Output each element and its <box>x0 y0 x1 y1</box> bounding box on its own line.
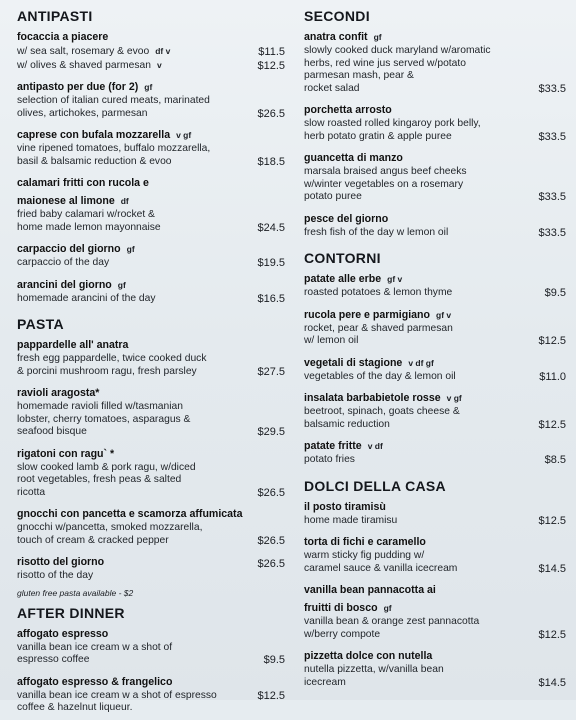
item-description: vanilla bean ice cream w a shot of espresso <box>17 689 217 701</box>
desc-line <box>304 287 566 300</box>
option-text <box>17 59 251 73</box>
desc-line <box>17 690 285 703</box>
item-description: risotto of the day <box>17 570 94 581</box>
item-description: touch of cream & cracked pepper <box>17 534 169 546</box>
dietary-tag: gf <box>117 279 126 290</box>
item-description: homemade ravioli filled w/tasmanian <box>17 401 183 412</box>
item-name-line2: maionese al limone <box>17 195 115 207</box>
item-name: focaccia a piacere <box>17 31 109 43</box>
desc-line <box>17 257 285 270</box>
item-name: porchetta arrosto <box>304 104 392 116</box>
item-name: guancetta di manzo <box>304 152 403 164</box>
item-name: vegetali di stagione <box>304 356 403 369</box>
item-name-row <box>17 125 285 143</box>
item-description: vanilla bean ice cream w a shot of <box>17 641 173 653</box>
item-description: vanilla bean & orange zest pannacotta <box>304 616 480 627</box>
item-name: pesce del giorno <box>304 212 389 225</box>
item-description: fried baby calamari w/rocket & <box>17 209 155 220</box>
item-name-row <box>304 27 566 45</box>
item-description: roasted potatoes & lemon thyme <box>304 287 453 298</box>
item-price: $33.5 <box>538 226 566 239</box>
desc-line <box>17 642 285 655</box>
item-price: $19.5 <box>257 257 285 269</box>
desc-line <box>304 191 566 204</box>
desc-line <box>304 371 566 384</box>
item-name-row <box>304 100 566 118</box>
desc-line <box>304 335 566 348</box>
item-price: $9.5 <box>544 287 566 299</box>
desc-line <box>17 522 285 535</box>
desc-line <box>17 366 285 379</box>
item-name-row <box>17 77 285 95</box>
item-description: vine ripened tomatoes, buffalo mozzarella, <box>17 143 211 154</box>
menu-item <box>17 383 285 439</box>
menu-item <box>304 269 566 300</box>
dietary-tag: v gf <box>176 130 192 140</box>
item-description: slow roasted rolled kingaroy pork belly, <box>304 118 481 129</box>
item-name-row <box>17 335 285 353</box>
item-price: $27.5 <box>257 365 285 378</box>
item-price: $26.5 <box>257 486 285 499</box>
dietary-tag: gf v <box>387 274 403 284</box>
item-name-wrap <box>304 27 566 45</box>
item-name-row <box>17 624 285 642</box>
item-name: pappardelle all' anatra <box>17 339 129 351</box>
item-description: icecream <box>304 676 346 688</box>
item-name-wrap <box>304 100 566 118</box>
item-description: potato puree <box>304 191 362 202</box>
desc-line <box>17 143 285 156</box>
desc-line <box>304 616 566 629</box>
item-name: caprese con bufala mozzarella <box>17 129 171 141</box>
desc-line <box>304 664 566 677</box>
menu-item <box>17 444 285 500</box>
item-description: warm sticky fig pudding w/ <box>304 550 425 561</box>
item-name: anatra confit <box>304 31 368 43</box>
item-name-row <box>17 444 285 462</box>
item-price: $33.5 <box>538 191 566 203</box>
item-name-wrap <box>17 27 285 45</box>
item-description: gnocchi w/pancetta, smoked mozzarella, <box>17 522 203 533</box>
dietary-tag: df v <box>155 46 171 56</box>
desc-line <box>304 454 566 467</box>
item-price: $26.5 <box>257 557 285 570</box>
item-price: $12.5 <box>538 514 566 527</box>
desc-line <box>304 677 566 690</box>
dietary-tag: v df <box>367 441 383 451</box>
item-price: $26.5 <box>257 534 285 547</box>
desc-line <box>17 156 285 169</box>
item-name-row <box>304 269 566 287</box>
item-description: olives, artichokes, parmesan <box>17 107 148 119</box>
menu-item <box>17 624 285 667</box>
item-price: $12.5 <box>538 335 566 347</box>
option-text <box>17 45 252 59</box>
item-description: herbs, red wine jus served w/potato <box>304 57 466 69</box>
item-price: $18.5 <box>257 155 285 168</box>
item-description: potato fries <box>304 454 355 465</box>
item-price: $33.5 <box>538 82 566 95</box>
item-description: rocket, pear & shaved parmesan <box>304 322 453 334</box>
dietary-tag: v df gf <box>408 357 434 368</box>
item-name: ravioli aragosta* <box>17 387 100 399</box>
item-name: pizzetta dolce con nutella <box>304 650 433 662</box>
desc-line <box>17 702 285 715</box>
item-name-row <box>304 388 566 406</box>
item-price: $9.5 <box>263 654 285 666</box>
desc-line <box>304 83 566 96</box>
dietary-tag: gf <box>126 244 135 254</box>
item-name-row <box>17 383 285 401</box>
desc-line <box>17 462 285 475</box>
desc-line <box>304 419 566 432</box>
item-description: herb potato gratin & apple puree <box>304 130 452 142</box>
section-secondi <box>304 8 566 239</box>
item-name-wrap <box>17 383 285 401</box>
desc-line <box>17 353 285 366</box>
item-description: ricotta <box>17 486 46 498</box>
desc-line <box>304 323 566 336</box>
dietary-tag: gf <box>144 82 153 92</box>
item-description: basil & balsamic reduction & evoo <box>17 155 172 167</box>
item-price: $12.5 <box>538 418 566 431</box>
menu-item <box>304 532 566 575</box>
menu-item <box>17 125 285 168</box>
dietary-tag: v gf <box>446 393 462 403</box>
section-dolci <box>304 478 566 690</box>
desc-line <box>304 550 566 563</box>
item-description: lobster, cherry tomatoes, asparagus & <box>17 413 191 425</box>
menu-item <box>304 148 566 204</box>
item-name-wrap <box>304 148 566 166</box>
item-name-row <box>304 148 566 166</box>
item-name-wrap <box>304 646 566 664</box>
item-name: arancini del giorno <box>17 278 112 291</box>
item-name-wrap <box>17 504 285 522</box>
item-description: beetroot, spinach, goats cheese & <box>304 406 460 417</box>
item-price: $14.5 <box>538 676 566 689</box>
menu-item <box>304 388 566 431</box>
item-price: $29.5 <box>257 426 285 438</box>
item-description: slow cooked lamb & pork ragu, w/diced <box>17 461 196 473</box>
desc-line <box>17 426 285 439</box>
dietary-tag: gf v <box>436 309 452 320</box>
item-price: $11.0 <box>539 370 566 383</box>
item-description: home made lemon mayonnaise <box>17 221 161 233</box>
section-title: CONTORNI <box>304 250 381 266</box>
item-name-wrap <box>17 552 251 570</box>
item-price: $26.5 <box>257 107 285 120</box>
option-desc: w/ sea salt, rosemary & evoo <box>17 46 150 57</box>
item-name-row <box>17 27 285 45</box>
item-description: slowly cooked duck maryland w/aromatic <box>304 45 491 56</box>
item-price: $11.5 <box>258 46 285 58</box>
item-name: affogato espresso <box>17 627 109 640</box>
item-name-row <box>304 209 566 227</box>
item-name-row <box>304 580 566 598</box>
menu-item <box>17 27 285 72</box>
option-desc: w/ olives & shaved parmesan <box>17 59 151 71</box>
item-name: gnocchi con pancetta e scamorza affumicata <box>17 508 243 520</box>
item-description: vegetables of the day & lemon oil <box>304 370 456 382</box>
item-name-row <box>17 275 285 293</box>
item-name-row <box>17 504 285 522</box>
item-name-row <box>304 353 566 371</box>
item-name-row <box>304 646 566 664</box>
item-name-wrap <box>304 269 566 287</box>
item-name: calamari fritti con rucola e <box>17 177 149 189</box>
dietary-tag: df <box>120 196 129 206</box>
desc-line <box>17 487 285 500</box>
item-price: $33.5 <box>538 130 566 143</box>
menu-item <box>304 27 566 95</box>
item-description: w/berry compote <box>304 628 381 640</box>
item-description: w/winter vegetables on a rosemary <box>304 178 464 190</box>
item-name-row <box>17 173 285 191</box>
section-title: AFTER DINNER <box>17 604 125 621</box>
menu-item <box>17 77 285 120</box>
item-name-wrap <box>304 497 566 515</box>
item-description: nutella pizzetta, w/vanilla bean <box>304 664 444 675</box>
item-name: risotto del giorno <box>17 556 105 568</box>
menu-item <box>304 646 566 689</box>
item-description: homemade arancini of the day <box>17 292 156 304</box>
dietary-tag: gf <box>373 32 382 42</box>
item-name-wrap <box>17 125 285 143</box>
item-name-row <box>17 672 285 690</box>
section-after-dinner <box>17 605 285 715</box>
section-contorni <box>304 250 566 467</box>
menu-item <box>304 100 566 143</box>
menu-item <box>17 173 285 234</box>
item-name: carpaccio del giorno <box>17 243 121 255</box>
desc-line <box>17 414 285 427</box>
menu-item <box>17 335 285 378</box>
desc-line <box>17 401 285 414</box>
item-name: patate alle erbe <box>304 273 382 285</box>
item-name: patate fritte <box>304 440 362 452</box>
item-name: antipasto per due (for 2) <box>17 81 139 93</box>
item-price: $8.5 <box>544 454 566 466</box>
section-title: PASTA <box>17 316 64 332</box>
desc-line <box>304 563 566 576</box>
item-name-wrap <box>17 77 285 95</box>
item-description: fresh fish of the day w lemon oil <box>304 226 449 238</box>
desc-line <box>17 293 285 306</box>
menu-item <box>304 580 566 641</box>
option-line <box>17 45 285 59</box>
right-column <box>304 8 566 694</box>
desc-line <box>17 474 285 487</box>
left-column <box>17 8 285 720</box>
menu-item <box>17 552 285 583</box>
item-name-wrap <box>304 353 566 371</box>
item-name: affogato espresso & frangelico <box>17 675 173 688</box>
item-name-row <box>17 552 285 570</box>
item-description: caramel sauce & vanilla icecream <box>304 562 458 574</box>
item-description: marsala braised angus beef cheeks <box>304 166 467 177</box>
item-name-row <box>304 436 566 454</box>
item-description: parmesan mash, pear & <box>304 70 414 81</box>
dietary-tag: v <box>156 59 162 70</box>
desc-line <box>304 58 566 71</box>
desc-line <box>17 535 285 548</box>
item-name-wrap <box>304 305 566 323</box>
menu-item <box>304 436 566 467</box>
desc-line <box>304 179 566 192</box>
desc-line <box>17 570 285 583</box>
menu-item <box>17 239 285 270</box>
item-name-row <box>304 532 566 550</box>
item-name-cont <box>17 191 285 209</box>
desc-line <box>304 45 566 58</box>
desc-line <box>304 166 566 179</box>
item-name-row <box>304 305 566 323</box>
menu-item <box>304 305 566 348</box>
desc-line <box>304 515 566 528</box>
item-description: espresso coffee <box>17 654 90 665</box>
item-price: $12.5 <box>257 59 285 72</box>
desc-line <box>17 222 285 235</box>
section-title: DOLCI DELLA CASA <box>304 477 446 494</box>
desc-line <box>304 118 566 131</box>
item-name: rigatoni con ragu` * <box>17 447 115 460</box>
item-description: & porcini mushroom ragu, fresh parsley <box>17 365 197 377</box>
desc-line <box>304 406 566 419</box>
item-name-cont <box>304 598 566 616</box>
item-name-row <box>304 497 566 515</box>
item-description: coffee & hazelnut liqueur. <box>17 702 133 713</box>
item-name: torta di fichi e caramello <box>304 536 426 548</box>
menu-item <box>17 672 285 715</box>
section-pasta <box>17 316 285 599</box>
item-name-wrap <box>17 173 285 191</box>
item-name-wrap <box>304 580 566 598</box>
menu-item <box>304 497 566 528</box>
footnote: gluten free pasta available - $2 <box>17 587 134 598</box>
item-description: root vegetables, fresh peas & salted <box>17 474 182 485</box>
item-description: home made tiramisu <box>304 514 398 526</box>
item-description: selection of italian cured meats, marinated <box>17 95 210 106</box>
menu-item <box>17 275 285 306</box>
option-line <box>17 59 285 73</box>
desc-line <box>17 95 285 108</box>
item-name: vanilla bean pannacotta ai <box>304 584 436 596</box>
item-name: insalata barbabietole rosse <box>304 392 441 404</box>
item-name-wrap <box>304 436 566 454</box>
item-description: rocket salad <box>304 82 360 94</box>
desc-line <box>304 131 566 144</box>
menu-item <box>304 353 566 384</box>
item-name-wrap <box>17 624 285 642</box>
desc-line <box>304 227 566 240</box>
desc-line <box>17 209 285 222</box>
section-title: ANTIPASTI <box>17 8 93 24</box>
section-title: SECONDI <box>304 8 370 24</box>
item-name-wrap <box>304 209 566 227</box>
item-description: w/ lemon oil <box>304 335 359 346</box>
menu-item <box>17 504 285 547</box>
item-price: $16.5 <box>257 292 285 305</box>
item-description: seafood bisque <box>17 426 87 437</box>
item-name-line2: fruitti di bosco <box>304 602 378 614</box>
item-price: $24.5 <box>257 221 285 234</box>
item-price: $14.5 <box>538 562 566 575</box>
item-name-wrap <box>17 444 285 462</box>
item-price: $12.5 <box>257 689 285 702</box>
item-name: il posto tiramisù <box>304 500 386 513</box>
menu-item <box>304 209 566 240</box>
desc-line <box>17 108 285 121</box>
desc-line <box>17 654 285 667</box>
dietary-tag: gf <box>383 603 392 613</box>
item-name-wrap <box>17 335 285 353</box>
item-description: carpaccio of the day <box>17 257 110 268</box>
item-name-row <box>17 239 285 257</box>
item-price: $12.5 <box>538 628 566 641</box>
desc-line <box>304 70 566 83</box>
item-name: rucola pere e parmigiano <box>304 308 430 321</box>
item-name-wrap <box>304 532 566 550</box>
item-name-wrap <box>17 275 285 293</box>
item-description: balsamic reduction <box>304 418 390 430</box>
item-description: fresh egg pappardelle, twice cooked duck <box>17 353 207 364</box>
item-name-wrap <box>17 239 285 257</box>
item-name-wrap <box>304 388 566 406</box>
section-antipasti <box>17 8 285 305</box>
desc-line <box>304 629 566 642</box>
item-name-wrap <box>17 672 285 690</box>
